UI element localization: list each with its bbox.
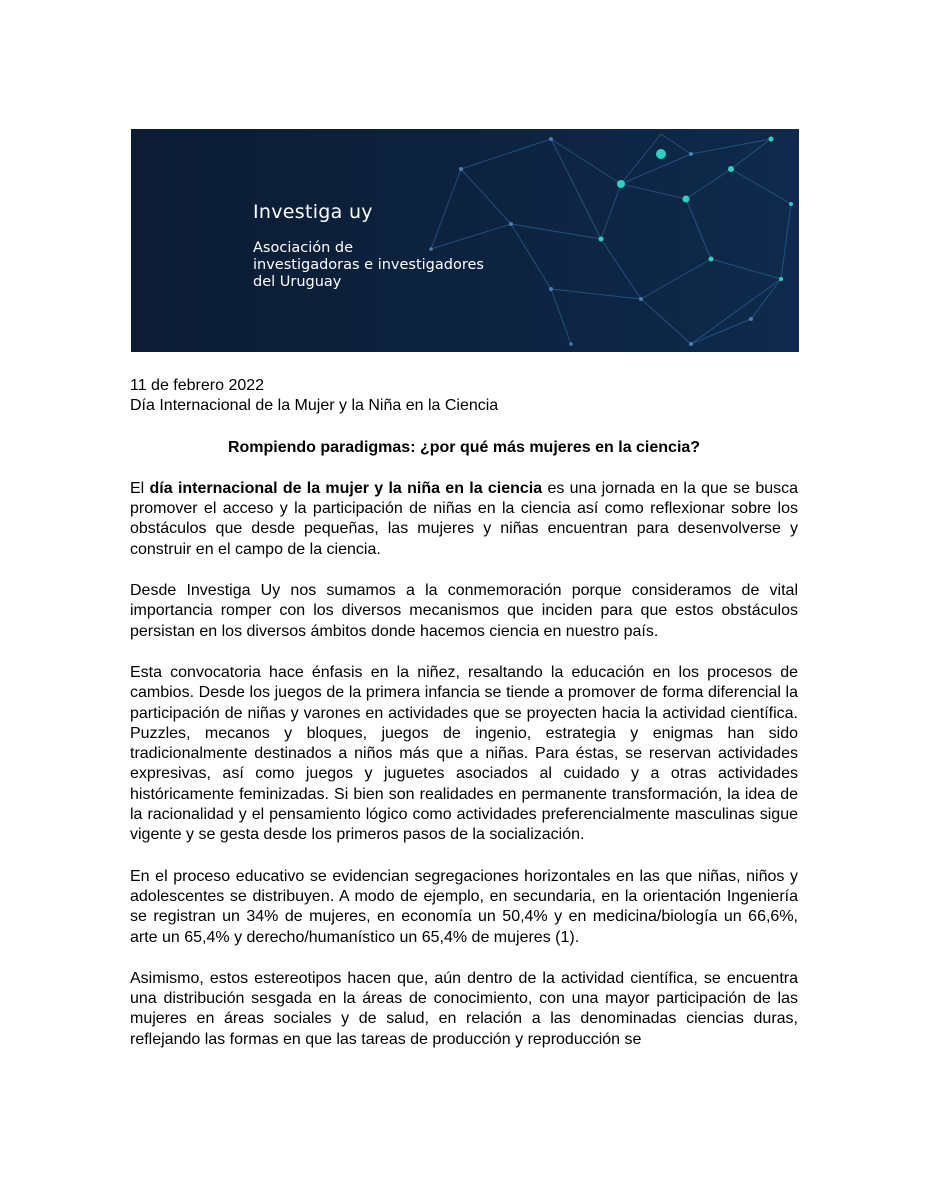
paragraph-4: En el proceso educativo se evidencian segregaciones horizontales en las que niñas, niños y adolescentes se distribuyen. A modo de ejemplo, en secundaria, en la orientación Ingeniería se registran un 34% de mujeres, en economía un 50,4% y en medicina/biología un 66,6%, arte un 65,4% y derecho/humanístico un 65,4% de mujeres (1). bbox=[130, 867, 798, 946]
header-banner bbox=[131, 129, 799, 352]
paragraph-3: Esta convocatoria hace énfasis en la niñez, resaltando la educación en los procesos de cambios. Desde los juegos de la primera infancia se tiende a promover de forma diferencial la participación de niñas y varones en actividades que se proyecten hacia la actividad científica. Puzzles, mecanos y bloques, juegos de ingenio, estrategia y enigmas han sido tradicionalmente destinados a niños más que a niñas. Para éstas, se reservan actividades expresivas, así como juegos y juguetes asociados al cuidado y a otras actividades históricamente feminizadas. Si bien son realidades en permanente transformación, la idea de la racionalidad y el pensamiento lógico como actividades preferencialmente masculinas sigue vigente y se gesta desde los primeros pasos de la socialización. bbox=[130, 663, 798, 844]
organization-block bbox=[253, 201, 484, 291]
paragraph-5: Asimismo, estos estereotipos hacen que, aún dentro de la actividad científica, se encuentra una distribución sesgada en la áreas de conocimiento, con una mayor participación de las mujeres en áreas sociales y de salud, en relación a las denominadas ciencias duras, reflejando las formas en que las tareas de producción y reproducción se bbox=[130, 969, 798, 1048]
paragraph-intro-lead: El bbox=[130, 479, 150, 497]
paragraph-2: Desde Investiga Uy nos sumamos a la conmemoración porque consideramos de vital importancia romper con los diversos mecanismos que inciden para que estos obstáculos persistan en los diversos ámbitos donde hacemos ciencia en nuestro país. bbox=[130, 582, 798, 640]
document-title: Rompiendo paradigmas: ¿por qué más mujeres en la ciencia? bbox=[227, 438, 701, 456]
document-meta bbox=[130, 376, 798, 417]
document-date: 11 de febrero 2022 bbox=[130, 377, 265, 394]
organization-description-line: del Uruguay bbox=[253, 274, 342, 290]
organization-description-line: investigadoras e investigadores bbox=[253, 257, 484, 273]
paragraph-intro bbox=[130, 479, 798, 560]
document-body bbox=[130, 376, 798, 1050]
organization-name: Investiga uy bbox=[253, 201, 373, 223]
organization-description bbox=[253, 240, 484, 291]
paragraph-intro-rest: es una jornada en la que se busca promover el acceso y la participación de niñas en la ciencia así como reflexionar sobre los obstáculos que desde pequeñas, las mujeres y niñas encuentran para desenvolverse y construir en el campo de la ciencia. bbox=[130, 479, 799, 558]
organization-description-line: Asociación de bbox=[253, 240, 354, 256]
paragraph-intro-bold: día internacional de la mujer y la niña en la ciencia bbox=[149, 479, 543, 497]
document-occasion: Día Internacional de la Mujer y la Niña en la Ciencia bbox=[130, 397, 499, 415]
